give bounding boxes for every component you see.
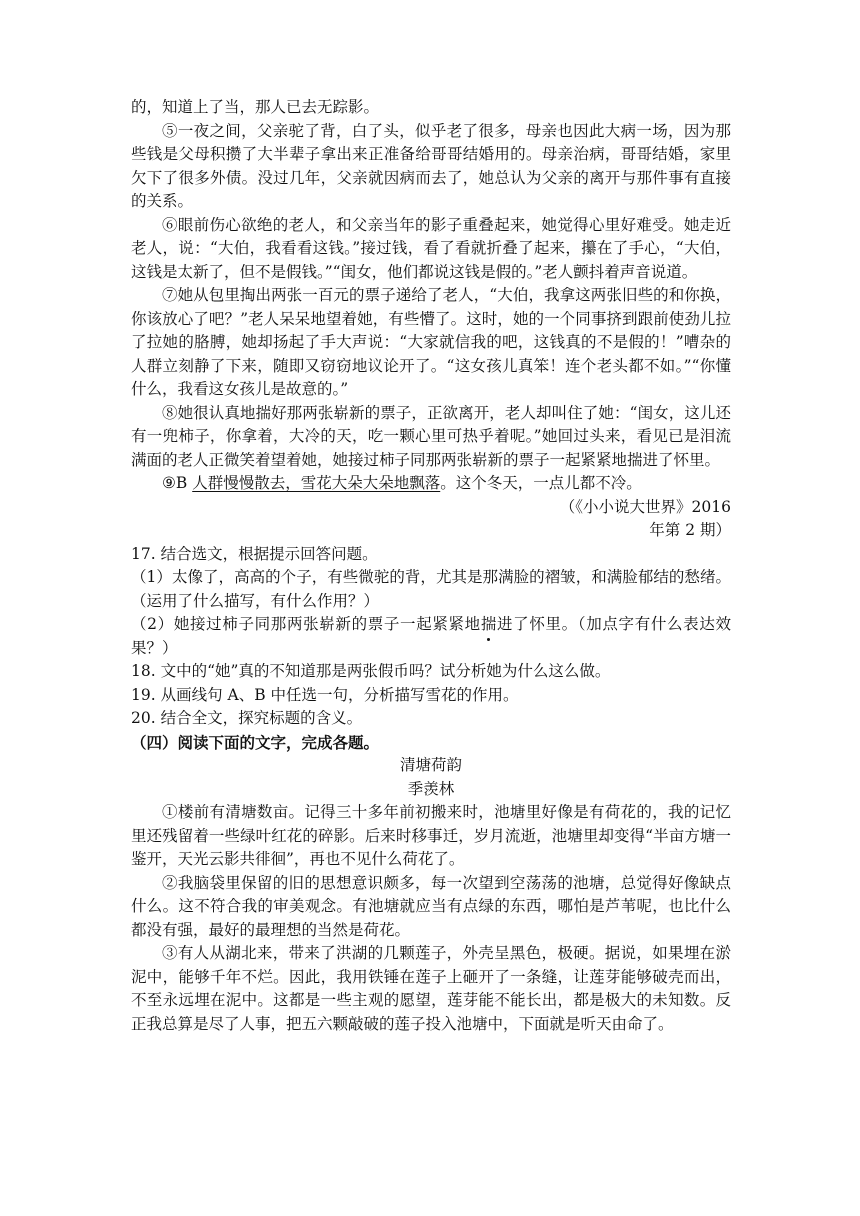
source-citation-line-2: 年第 2 期）: [649, 521, 731, 539]
paragraph-6: ⑥眼前伤心欲绝的老人，和父亲当年的影子重叠起来，她觉得心里好难受。她走近老人，说：“大伯，我看看这钱。”接过钱，看了看就折叠了起来，攥在了手心，“大伯，这钱是太新了，但不是假钱。”“闺女，他们都说这钱是假的。”老人颤抖着声音说道。: [131, 215, 731, 281]
article-title: 清塘荷韵: [399, 756, 462, 774]
question-17-2-after: 进了怀里。（加点字有什么表达效果？）: [131, 615, 731, 657]
underlined-sentence-b: 人群慢慢散去，雪花大朵大朵地飘落: [192, 474, 441, 492]
paragraph-7: ⑦她从包里掏出两张一百元的票子递给了老人，“大伯，我拿这两张旧些的和你换，你该放心了吧？”老人呆呆地望着她，有些懵了。这时，她的一个同事挤到跟前使劲儿拉了拉她的胳膊，她却扬起了手大声说：“大家就信我的吧，这钱真的不是假的！”嘈杂的人群立刻静了下来，随即又窃窃地议论开了。“这女孩儿真笨！连个老头都不如。”“你懂什么，我看这女孩儿是故意的。”: [131, 286, 731, 398]
paragraph-9-suffix: 。这个冬天，一点儿都不冷。: [440, 474, 642, 492]
document-page: [131, 96, 731, 1036]
question-17-2-before: （2）她接过柿子同那两张崭新的票子一起紧紧地: [131, 615, 481, 633]
paragraph-8: ⑧她很认真地揣好那两张崭新的票子，正欲离开，老人却叫住了她：“闺女，这儿还有一兜柿子，你拿着，大冷的天，吃一颗心里可热乎着呢。”她回过头来，看见已是泪流满面的老人正微笑着望着她，她接过柿子同那两张崭新的票子一起紧紧地揣进了怀里。: [131, 403, 731, 469]
article-author: 季羡林: [407, 779, 455, 798]
article-paragraph-1: ①楼前有清塘数亩。记得三十多年前初搬来时，池塘里好像是有荷花的，我的记忆里还残留着一些绿叶红花的碎影。后来时移事迁，岁月流逝，池塘里却变得“半亩方塘一鉴开，天光云影共徘徊”，再也不见什么荷花了。: [131, 803, 731, 868]
question-17: 17. 结合选文，根据提示回答问题。: [131, 544, 378, 563]
paragraph-9: [131, 472, 731, 496]
paragraph-9-prefix: ⑨B: [162, 474, 193, 492]
article-paragraph-2: ②我脑袋里保留的旧的思想意识颇多，每一次望到空荡荡的池塘，总觉得好像缺点什么。这不符合我的审美观念。有池塘就应当有点绿的东西，哪怕是芦苇呢，也比什么都没有强，最好的最理想的当然是荷花。: [131, 873, 731, 939]
article-paragraph-3: ③有人从湖北来，带来了洪湖的几颗莲子，外壳呈黑色，极硬。据说，如果埋在淤泥中，能够千年不烂。因此，我用铁锤在莲子上砸开了一条缝，让莲芽能够破壳而出，不至永远埋在泥中。这都是一些主观的愿望，莲芽能不能长出，都是极大的未知数。反正我总算是尽了人事，把五六颗敲破的莲子投入池塘中，下面就是听天由命了。: [131, 944, 731, 1033]
question-19: 19. 从画线句 A、B 中任选一句，分析描写雪花的作用。: [131, 685, 519, 704]
paragraph-continuation: 的，知道上了当，那人已去无踪影。: [131, 98, 380, 116]
question-20: 20. 结合全文，探究标题的含义。: [131, 709, 363, 727]
paragraph-5: ⑤一夜之间，父亲驼了背，白了头，似乎老了很多，母亲也因此大病一场，因为那些钱是父母积攒了大半辈子拿出来正准备给哥哥结婚用的。母亲治病，哥哥结婚，家里欠下了很多外债。没过几年，父亲就因病而去了，她总认为父亲的离开与那件事有直接的关系。: [131, 121, 731, 210]
question-17-1: （1）太像了，高高的个子，有些微驼的背，尤其是那满脸的褶皱，和满脸郁结的愁绪。（运用了什么描写，有什么作用？）: [131, 568, 731, 610]
dotted-character: 揣: [481, 613, 497, 637]
question-17-2: [131, 613, 731, 660]
question-18: 18. 文中的“她”真的不知道那是两张假币吗？试分析她为什么这么做。: [131, 662, 611, 680]
source-citation-line-1: （《小小说大世界》2016: [559, 497, 731, 516]
section-4-heading: （四）阅读下面的文字，完成各题。: [131, 732, 380, 752]
